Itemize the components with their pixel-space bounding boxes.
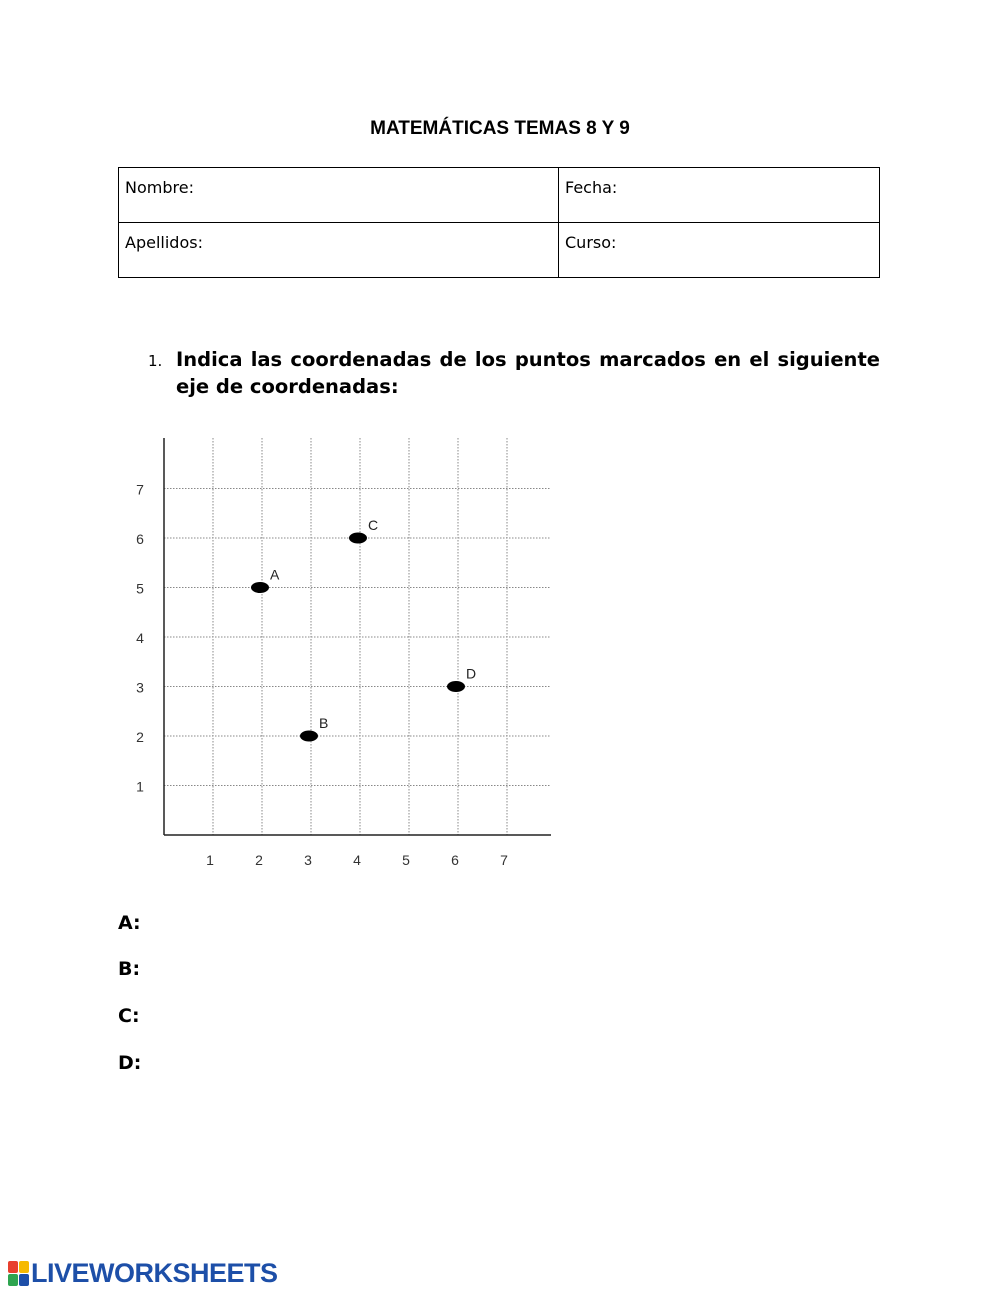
- point-c: [349, 533, 367, 544]
- y-tick-label: 7: [136, 481, 144, 498]
- point-a: [251, 582, 269, 593]
- x-tick-label: 1: [206, 852, 214, 868]
- y-tick-label: 1: [136, 778, 144, 795]
- point-label-c: C: [368, 517, 379, 533]
- point-label-a: A: [270, 566, 280, 583]
- student-info-table: [118, 167, 880, 278]
- curso-field[interactable]: Curso:: [559, 223, 880, 278]
- chart-points: [251, 517, 476, 742]
- apellidos-field[interactable]: Apellidos:: [119, 223, 559, 278]
- x-tick-label: 4: [353, 852, 361, 868]
- question-number: 1.: [148, 352, 163, 370]
- point-label-b: B: [319, 715, 329, 731]
- y-tick-label: 5: [136, 580, 144, 597]
- answer-b-label: B:: [118, 958, 141, 980]
- point-b: [300, 731, 318, 742]
- x-tick-label: 2: [255, 852, 263, 868]
- logo-text: LIVEWORKSHEETS: [31, 1257, 278, 1288]
- y-tick-labels: [136, 482, 144, 795]
- logo-icon: [8, 1261, 28, 1285]
- point-d: [447, 681, 465, 692]
- nombre-field[interactable]: Nombre:: [119, 168, 559, 223]
- answer-a-label: A:: [118, 912, 141, 934]
- answer-d-label: D:: [118, 1052, 142, 1074]
- y-tick-label: 3: [136, 679, 144, 696]
- worksheet-title: MATEMÁTICAS TEMAS 8 Y 9: [370, 118, 630, 139]
- x-tick-label: 5: [402, 852, 410, 868]
- point-label-d: D: [466, 665, 477, 682]
- answer-c-label: C:: [118, 1005, 140, 1027]
- liveworksheets-logo: [8, 1256, 278, 1290]
- x-tick-labels: [206, 852, 508, 868]
- x-tick-label: 6: [451, 852, 459, 868]
- x-tick-label: 3: [304, 852, 312, 868]
- fecha-field[interactable]: Fecha:: [559, 168, 880, 223]
- chart-grid: [164, 438, 551, 835]
- y-tick-label: 4: [136, 630, 144, 646]
- y-tick-label: 2: [136, 729, 144, 745]
- coordinate-chart: [120, 430, 580, 880]
- y-tick-label: 6: [136, 531, 144, 547]
- question-text: Indica las coordenadas de los puntos marcados en el siguiente eje de coordenadas:: [176, 348, 880, 398]
- x-tick-label: 7: [500, 852, 508, 868]
